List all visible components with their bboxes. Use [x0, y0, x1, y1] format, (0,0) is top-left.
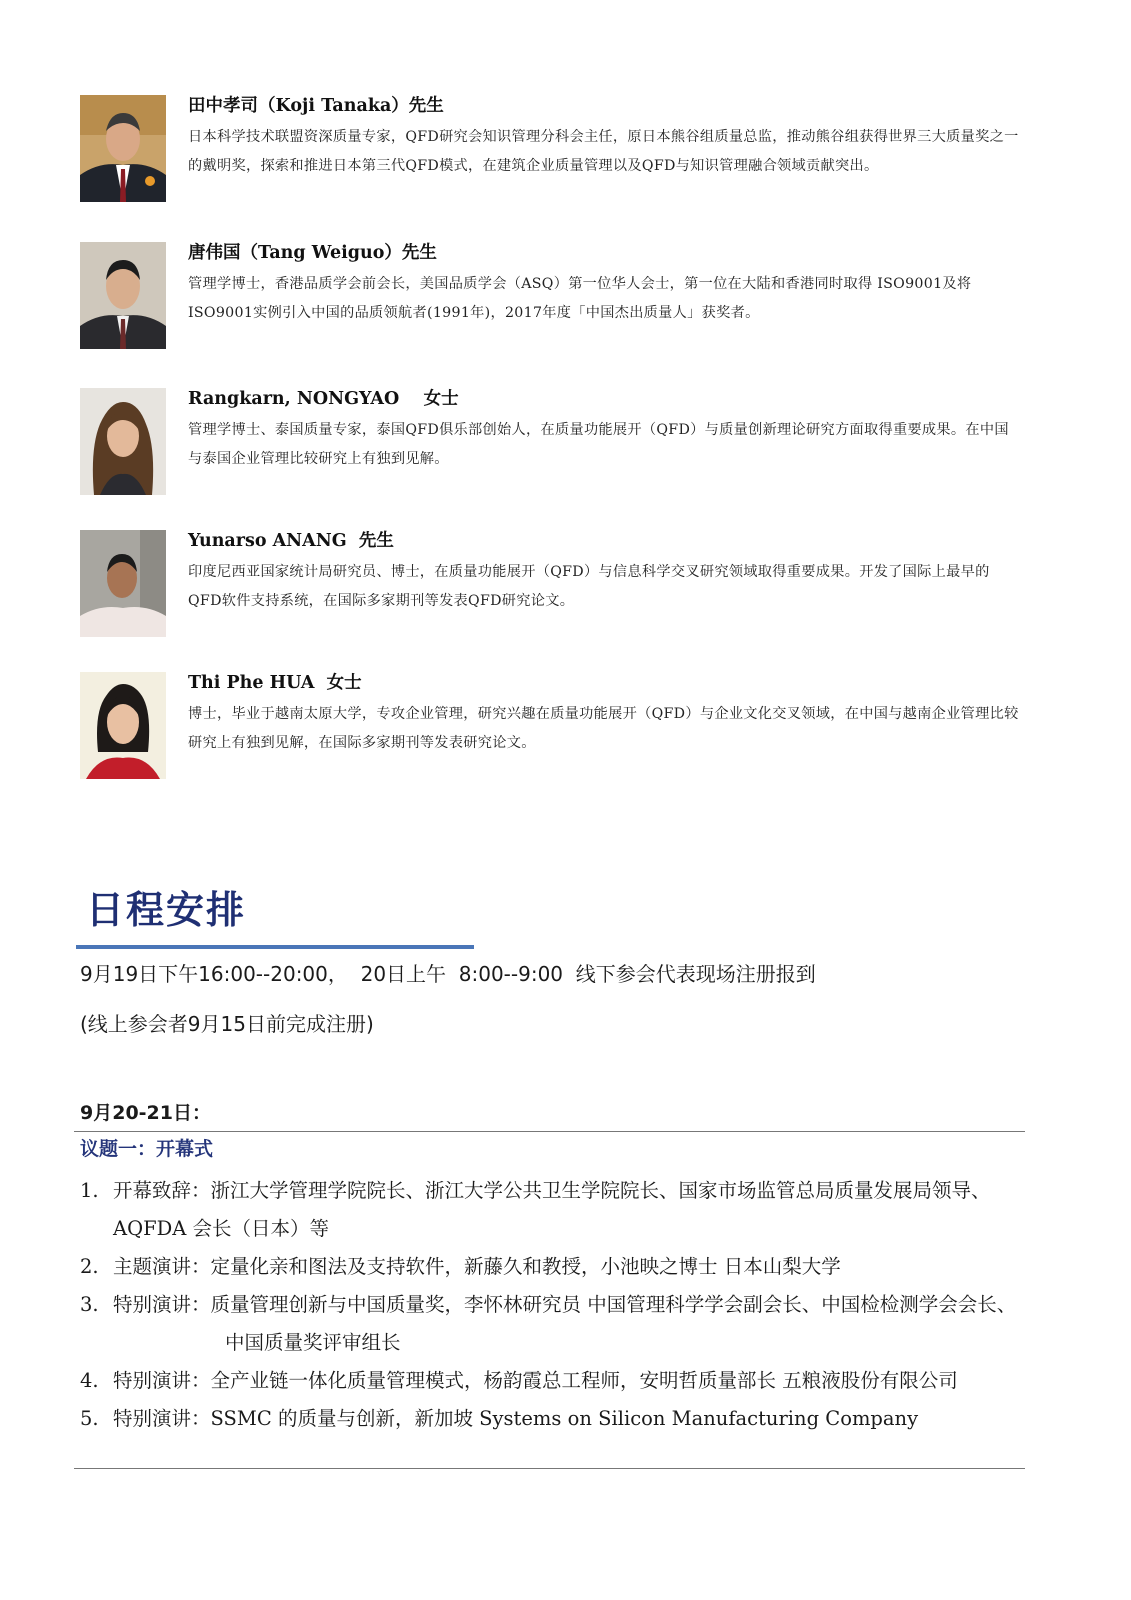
agenda-item-text: 定量化亲和图法及支持软件，新藤久和教授，小池映之博士 日本山梨大学	[210, 1255, 841, 1278]
agenda-item-label: 开幕致辞：	[113, 1179, 211, 1202]
agenda-item	[80, 1362, 1025, 1400]
speaker-bio: 博士，毕业于越南太原大学，专攻企业管理，研究兴趣在质量功能展开（QFD）与企业文化交叉领域，在中国与越南企业管理比较研究上有独到见解，在国际多家期刊等发表研究论文。	[188, 706, 1019, 751]
agenda-item	[80, 1172, 1025, 1248]
agenda-item-text: SSMC 的质量与创新，新加坡 Systems on Silicon Manufacturing Company	[210, 1407, 919, 1430]
agenda-item-number: 1.	[80, 1179, 99, 1202]
speaker-name: 田中孝司（Koji Tanaka）先生	[188, 96, 444, 116]
agenda-item-number: 4.	[80, 1369, 99, 1392]
agenda-item-text: 质量管理创新与中国质量奖，李怀林研究员 中国管理科学学会副会长、中国检检测学会会长、中国质量奖评审组长	[210, 1293, 1017, 1354]
speaker-bio: 管理学博士，香港品质学会前会长，美国品质学会（ASQ）第一位华人会士，第一位在大陆和香港同时取得 ISO9001及将ISO9001实例引入中国的品质领航者(1991年)，2017年度「中国杰出质量人」获奖者。	[188, 276, 972, 321]
speaker-text	[188, 672, 1023, 758]
speaker-photo	[80, 388, 166, 495]
agenda-item-text: 浙江大学管理学院院长、浙江大学公共卫生学院院长、国家市场监管总局质量发展局领导、AQFDA 会长（日本）等	[113, 1179, 991, 1240]
agenda-item-label: 特别演讲：	[113, 1369, 211, 1392]
speaker-bio: 日本科学技术联盟资深质量专家，QFD研究会知识管理分科会主任，原日本熊谷组质量总监，推动熊谷组获得世界三大质量奖之一的戴明奖，探索和推进日本第三代QFD模式，在建筑企业质量管理以及QFD与知识管理融合领域贡献突出。	[188, 129, 1019, 174]
divider	[74, 1131, 1025, 1132]
agenda-item-number: 2.	[80, 1255, 99, 1278]
agenda-list	[80, 1172, 1025, 1438]
agenda-item	[80, 1248, 1025, 1286]
speaker-name: 唐伟国（Tang Weiguo）先生	[188, 243, 437, 263]
agenda-item-number: 5.	[80, 1407, 99, 1430]
topic-title: 议题一：开幕式	[80, 1138, 214, 1160]
speaker-name: Thi Phe HUA 女士	[188, 673, 362, 693]
speaker-text	[188, 242, 1023, 328]
agenda-item-label: 特别演讲：	[113, 1293, 211, 1316]
agenda-item-label: 主题演讲：	[113, 1255, 211, 1278]
speaker-photo	[80, 95, 166, 202]
speaker-photo	[80, 672, 166, 779]
agenda-item	[80, 1286, 1025, 1362]
agenda-item	[80, 1400, 1025, 1438]
agenda-item-text: 全产业链一体化质量管理模式，杨韵霞总工程师，安明哲质量部长 五粮液股份有限公司	[210, 1369, 958, 1392]
title-underline	[76, 945, 474, 949]
speaker-bio: 印度尼西亚国家统计局研究员、博士，在质量功能展开（QFD）与信息科学交叉研究领域取得重要成果。开发了国际上最早的QFD软件支持系统，在国际多家期刊等发表QFD研究论文。	[188, 564, 990, 609]
agenda-item-label: 特别演讲：	[113, 1407, 211, 1430]
online-registration-note: (线上参会者9月15日前完成注册)	[80, 1012, 374, 1036]
speaker-name: Yunarso ANANG 先生	[188, 531, 394, 551]
speaker-text	[188, 95, 1023, 181]
speaker-name: Rangkarn, NONGYAO 女士	[188, 389, 459, 409]
speaker-text	[188, 388, 1023, 474]
speaker-bio: 管理学博士、泰国质量专家，泰国QFD俱乐部创始人，在质量功能展开（QFD）与质量创新理论研究方面取得重要成果。在中国与泰国企业管理比较研究上有独到见解。	[188, 422, 1009, 467]
speaker-photo	[80, 530, 166, 637]
date-heading: 9月20-21日：	[80, 1102, 211, 1124]
divider	[74, 1468, 1025, 1469]
registration-line: 9月19日下午16:00--20:00， 20日上午 8:00--9:00 线下参会代表现场注册报到	[80, 962, 816, 986]
agenda-item-number: 3.	[80, 1293, 99, 1316]
speaker-text	[188, 530, 1023, 616]
section-title-schedule: 日程安排	[86, 888, 247, 932]
speaker-photo	[80, 242, 166, 349]
